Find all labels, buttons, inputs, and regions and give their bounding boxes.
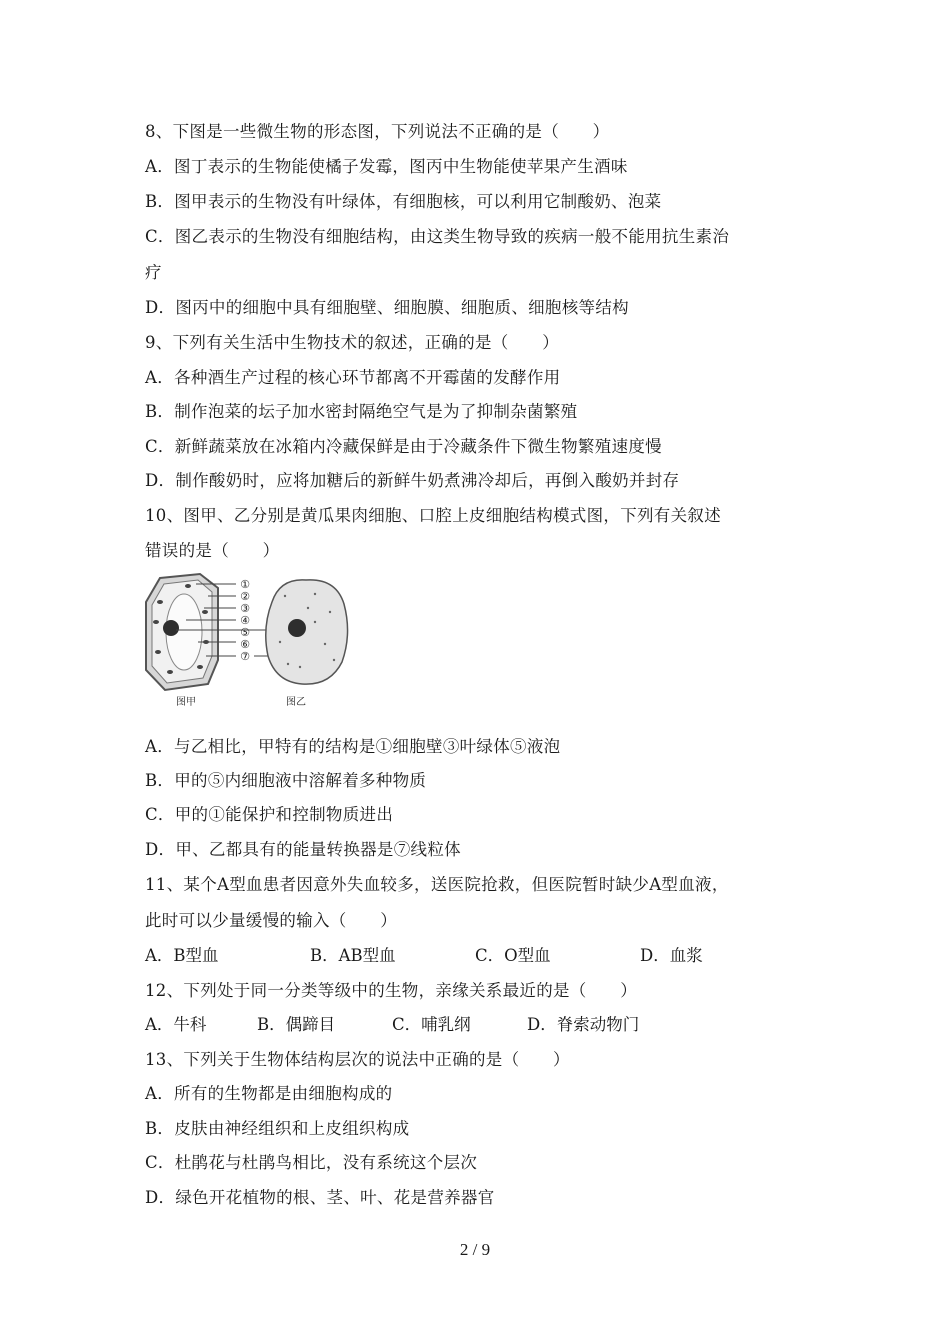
q8-option-c: C．图乙表示的生物没有细胞结构，由这类生物导致的疾病一般不能用抗生素治 [145,227,730,246]
page-number: 2 / 9 [459,1240,491,1259]
q13-option-a: A．所有的生物都是由细胞构成的 [145,1084,393,1103]
cell-structure-figure [140,572,360,712]
label-7: ⑦ [240,650,250,663]
q10-option-a: A．与乙相比，甲特有的结构是①细胞壁③叶绿体⑤液泡 [145,737,561,756]
q9-stem: 9、下列有关生活中生物技术的叙述，正确的是（ ） [145,333,559,352]
q11-option-b: B．AB型血 [310,946,396,965]
q12-stem: 12、下列处于同一分类等级中的生物，亲缘关系最近的是（ ） [145,981,637,1000]
q10-stem: 10、图甲、乙分别是黄瓜果肉细胞、口腔上皮细胞结构模式图，下列有关叙述 [145,506,721,525]
q10-option-b: B．甲的⑤内细胞液中溶解着多种物质 [145,771,427,790]
q9-option-c: C．新鲜蔬菜放在冰箱内冷藏保鲜是由于冷藏条件下微生物繁殖速度慢 [145,437,662,456]
q13-stem: 13、下列关于生物体结构层次的说法中正确的是（ ） [145,1050,570,1069]
q8-option-a: A．图丁表示的生物能使橘子发霉，图丙中生物能使苹果产生酒味 [145,157,628,176]
q13-option-d: D．绿色开花植物的根、茎、叶、花是营养器官 [145,1188,495,1207]
label-3: ③ [240,602,250,615]
q13-option-c: C．杜鹃花与杜鹃鸟相比，没有系统这个层次 [145,1153,478,1172]
label-2: ② [240,590,250,603]
caption-animal-cell: 图乙 [286,697,306,708]
q12-option-b: B．偶蹄目 [257,1015,336,1034]
q11-stem-cont: 此时可以少量缓慢的输入（ ） [145,911,397,930]
q11-option-d: D．血浆 [640,946,703,965]
q12-option-d: D．脊索动物门 [527,1015,640,1034]
q11-option-c: C．O型血 [475,946,551,965]
label-5: ⑤ [240,626,250,639]
q8-option-b: B．图甲表示的生物没有叶绿体，有细胞核，可以利用它制酸奶、泡菜 [145,192,662,211]
q12-option-a: A．牛科 [145,1015,207,1034]
q11-option-a: A．B型血 [145,946,219,965]
q9-option-a: A．各种酒生产过程的核心环节都离不开霉菌的发酵作用 [145,368,561,387]
plant-cell [146,574,218,690]
q10-option-d: D．甲、乙都具有的能量转换器是⑦线粒体 [145,840,461,859]
cell-diagram [140,572,360,712]
q9-option-b: B．制作泡菜的坛子加水密封隔绝空气是为了抑制杂菌繁殖 [145,402,578,421]
q10-option-c: C．甲的①能保护和控制物质进出 [145,805,394,824]
caption-plant-cell: 图甲 [176,697,196,708]
q13-option-b: B．皮肤由神经组织和上皮组织构成 [145,1119,410,1138]
q10-stem-cont: 错误的是（ ） [145,541,280,560]
label-6: ⑥ [240,638,250,651]
q8-option-c-cont: 疗 [145,263,162,282]
q9-option-d: D．制作酸奶时，应将加糖后的新鲜牛奶煮沸冷却后，再倒入酸奶并封存 [145,471,680,490]
label-1: ① [240,578,250,591]
q12-option-c: C．哺乳纲 [392,1015,471,1034]
animal-cell [266,580,348,684]
label-4: ④ [240,614,250,627]
q8-option-d: D．图丙中的细胞中具有细胞壁、细胞膜、细胞质、细胞核等结构 [145,298,629,317]
q8-stem: 8、下图是一些微生物的形态图，下列说法不正确的是（ ） [145,122,610,141]
q11-stem: 11、某个A型血患者因意外失血较多，送医院抢救，但医院暂时缺少A型血液， [145,875,729,894]
